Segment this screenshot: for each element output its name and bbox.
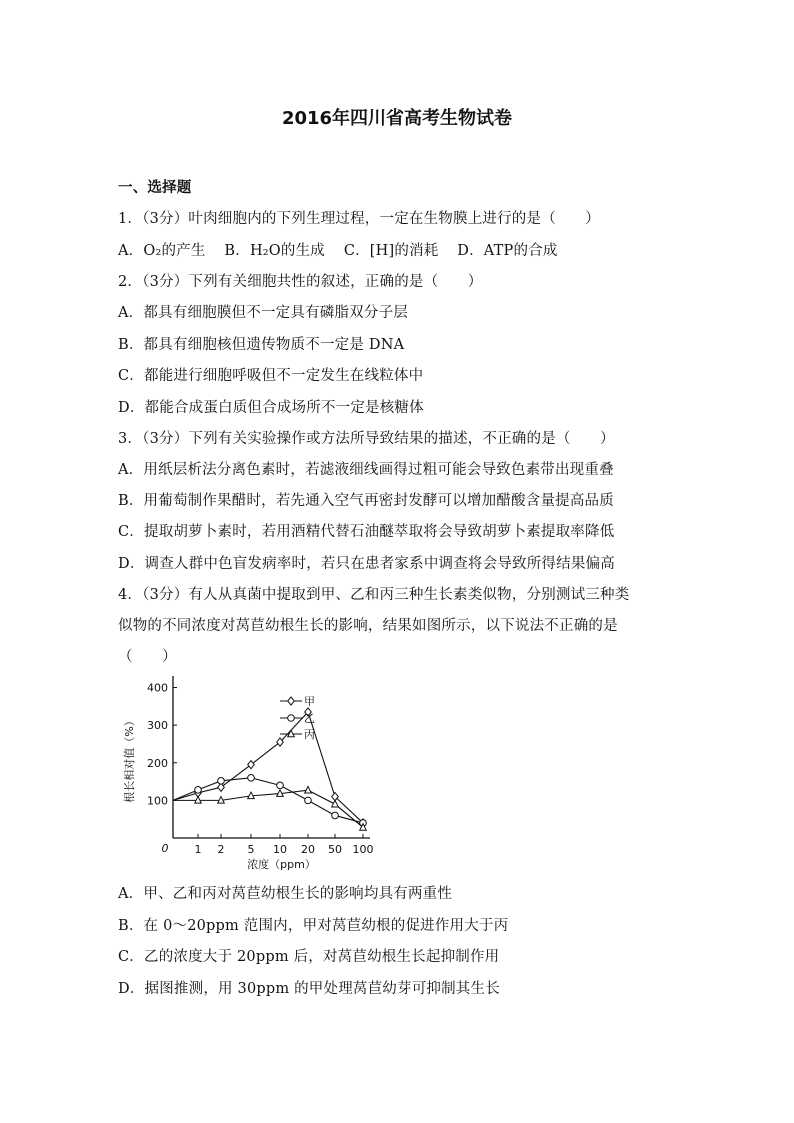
q2-option-a[interactable]: A．都具有细胞膜但不一定具有磷脂双分子层: [118, 305, 408, 321]
y-tick-label: 400: [147, 681, 168, 695]
data-point-circle: [332, 812, 339, 819]
data-point-circle: [195, 787, 202, 794]
q4-option-a[interactable]: A．甲、乙和丙对莴苣幼根生长的影响均具有两重性: [118, 886, 453, 902]
legend-label: 乙: [304, 712, 315, 725]
q3-stem: 3．（3分）下列有关实验操作或方法所导致结果的描述，不正确的是（ ）: [118, 431, 615, 447]
q2-option-d[interactable]: D．都能合成蛋白质但合成场所不一定是核糖体: [118, 400, 424, 416]
data-point-diamond: [248, 761, 255, 769]
data-point-triangle: [332, 800, 339, 807]
q4-stem-line-3: （ ）: [118, 649, 177, 665]
q3-option-c[interactable]: C．提取胡萝卜素时，若用酒精代替石油醚萃取将会导致胡萝卜素提取率降低: [118, 524, 615, 540]
q4-option-c[interactable]: C．乙的浓度大于 20ppm 后，对莴苣幼根生长起抑制作用: [118, 949, 500, 965]
legend-label: 丙: [304, 728, 315, 741]
q1-option-d[interactable]: D．ATP的合成: [457, 243, 558, 259]
q1-option-b[interactable]: B．H₂O的生成: [224, 243, 325, 259]
section-heading: 一、选择题: [118, 180, 192, 196]
x-tick-label: 1: [194, 843, 202, 856]
origin-label: 0: [161, 842, 169, 855]
q4-option-b[interactable]: B．在 0～20ppm 范围内，甲对莴苣幼根的促进作用大于丙: [118, 918, 509, 934]
x-axis-title: 浓度（ppm）: [247, 858, 316, 871]
q4-stem-line-2: 似物的不同浓度对莴苣幼根生长的影响，结果如图所示，以下说法不正确的是: [118, 618, 618, 634]
data-point-circle: [305, 797, 312, 804]
data-point-circle: [248, 775, 255, 782]
q3-option-d[interactable]: D．调查人群中色盲发病率时，若只在患者家系中调查将会导致所得结果偏高: [118, 556, 615, 572]
x-tick-label: 10: [273, 843, 287, 856]
q4-stem-line-1: 4．（3分）有人从真菌中提取到甲、乙和丙三种生长素类似物，分别测试三种类: [118, 587, 630, 603]
q1-options: [118, 239, 558, 260]
x-tick-label: 5: [247, 843, 255, 856]
data-point-triangle: [305, 786, 312, 793]
q1-option-c[interactable]: C．[H]的消耗: [343, 243, 439, 259]
legend-marker-diamond: [288, 697, 295, 705]
x-tick-label: 20: [301, 843, 315, 856]
q4-option-d[interactable]: D．据图推测，用 30ppm 的甲处理莴苣幼芽可抑制其生长: [118, 981, 500, 997]
y-axis-title: 根长相对值（%）: [123, 715, 136, 803]
q2-stem: 2．（3分）下列有关细胞共性的叙述，正确的是（ ）: [118, 274, 483, 290]
page-title: 2016年四川省高考生物试卷: [281, 108, 513, 129]
q2-option-c[interactable]: C．都能进行细胞呼吸但不一定发生在线粒体中: [118, 368, 424, 384]
legend-marker-circle: [288, 715, 295, 722]
q1-option-a[interactable]: A．O₂的产生: [118, 243, 206, 259]
q3-option-a[interactable]: A．用纸层析法分离色素时，若滤液细线画得过粗可能会导致色素带出现重叠: [118, 462, 614, 478]
x-tick-label: 50: [328, 843, 342, 856]
legend-label: 甲: [304, 695, 315, 708]
q1-stem: 1．（3分）叶肉细胞内的下列生理过程，一定在生物膜上进行的是（ ）: [118, 211, 600, 227]
data-point-circle: [218, 778, 225, 785]
q3-option-b[interactable]: B．用葡萄制作果醋时，若先通入空气再密封发酵可以增加醋酸含量提高品质: [118, 493, 614, 509]
y-tick-label: 300: [147, 719, 168, 733]
data-point-circle: [277, 782, 284, 789]
q2-option-b[interactable]: B．都具有细胞核但遗传物质不一定是 DNA: [118, 337, 405, 353]
y-tick-label: 100: [147, 794, 168, 808]
y-tick-label: 200: [147, 756, 168, 770]
x-tick-label: 2: [217, 843, 225, 856]
concentration-line-chart: [118, 668, 408, 873]
x-tick-label: 100: [352, 843, 374, 856]
